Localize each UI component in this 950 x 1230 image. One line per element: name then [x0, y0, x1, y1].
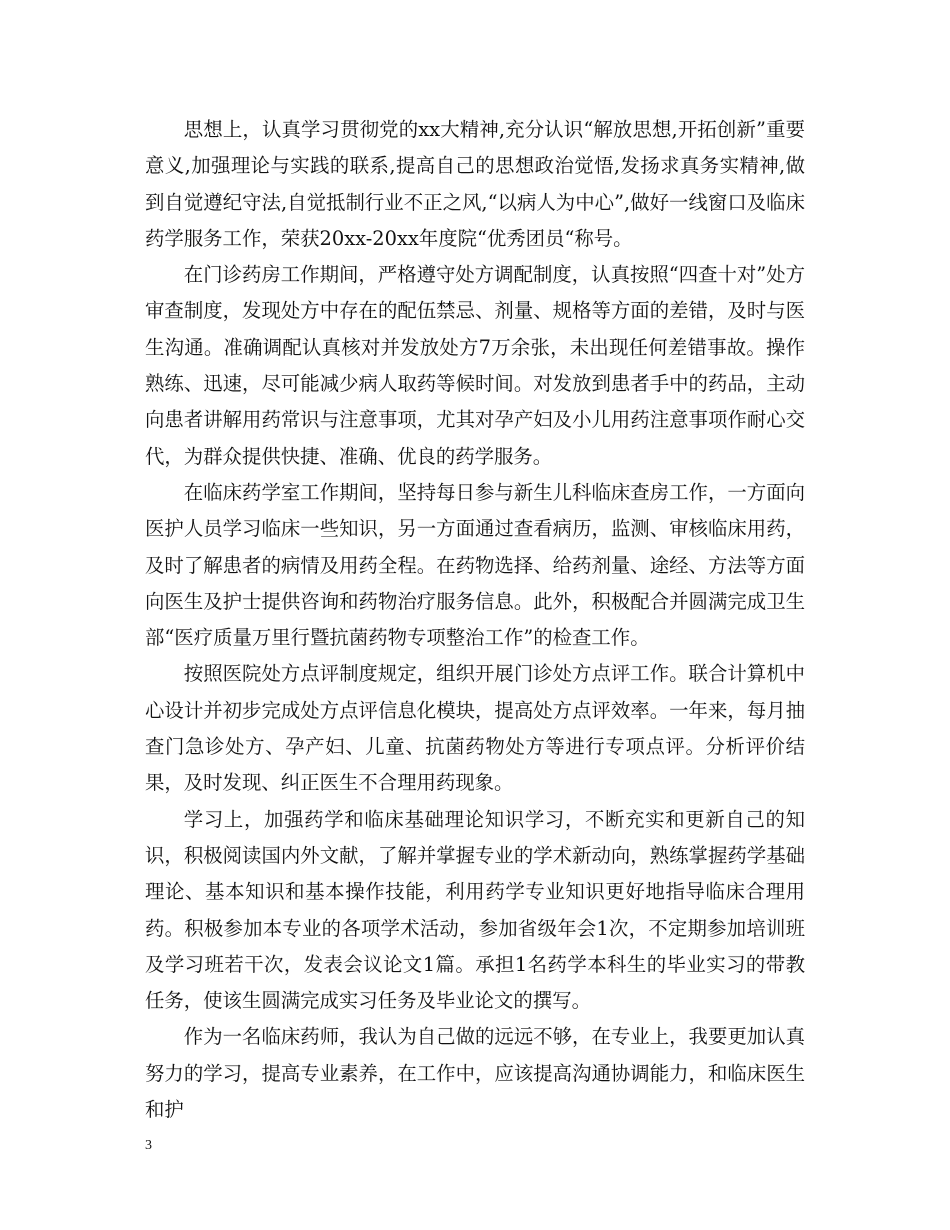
paragraph-political-study: 思想上，认真学习贯彻党的xx大精神,充分认识“解放思想,开拓创新”重要意义,加强理论与实践的联系,提高自己的思想政治觉悟,发扬求真务实精神,做到自觉遵纪守法,自觉抵制行业不正之风,“以病人为中心”,做好一线窗口及临床药学服务工作，荣获20xx-20xx年度院“优秀团员“称号。: [145, 118, 805, 250]
paragraph-clinical-pharmacy: 在临床药学室工作期间，坚持每日参与新生儿科临床查房工作，一方面向医护人员学习临床一些知识，另一方面通过查看病历，监测、审核临床用药，及时了解患者的病情及用药全程。在药物选择、给药剂量、途经、方法等方面向医生及护士提供咨询和药物治疗服务信息。此外，积极配合并圆满完成卫生部“医疗质量万里行暨抗菌药物专项整治工作”的检查工作。: [145, 480, 805, 650]
document-body: [145, 112, 805, 1128]
page-number: 3: [145, 1138, 152, 1153]
paragraph-outpatient-pharmacy: 在门诊药房工作期间，严格遵守处方调配制度，认真按照“四查十对”处方审查制度，发现处方中存在的配伍禁忌、剂量、规格等方面的差错，及时与医生沟通。准确调配认真核对并发放处方7万余张，未出现任何差错事故。操作熟练、迅速，尽可能减少病人取药等候时间。对发放到患者手中的药品，主动向患者讲解用药常识与注意事项，尤其对孕产妇及小儿用药注意事项作耐心交代，为群众提供快捷、准确、优良的药学服务。: [145, 263, 805, 468]
paragraph-learning: 学习上，加强药学和临床基础理论知识学习，不断充实和更新自己的知识，积极阅读国内外文献，了解并掌握专业的学术新动向，熟练掌握药学基础理论、基本知识和基本操作技能，利用药学专业知识更好地指导临床合理用药。积极参加本专业的各项学术活动，参加省级年会1次，不定期参加培训班及学习班若干次，发表会议论文1篇。承担1名药学本科生的毕业实习的带教任务，使该生圆满完成实习任务及毕业论文的撰写。: [145, 807, 805, 1013]
paragraph-self-reflection: 作为一名临床药师，我认为自己做的远远不够，在专业上，我要更加认真努力的学习，提高专业素养，在工作中，应该提高沟通协调能力，和临床医生和护: [145, 1025, 805, 1122]
paragraph-prescription-review: 按照医院处方点评制度规定，组织开展门诊处方点评工作。联合计算机中心设计并初步完成处方点评信息化模块，提高处方点评效率。一年来，每月抽查门急诊处方、孕产妇、儿童、抗菌药物处方等进行专项点评。分析评价结果，及时发现、纠正医生不合理用药现象。: [145, 662, 805, 795]
